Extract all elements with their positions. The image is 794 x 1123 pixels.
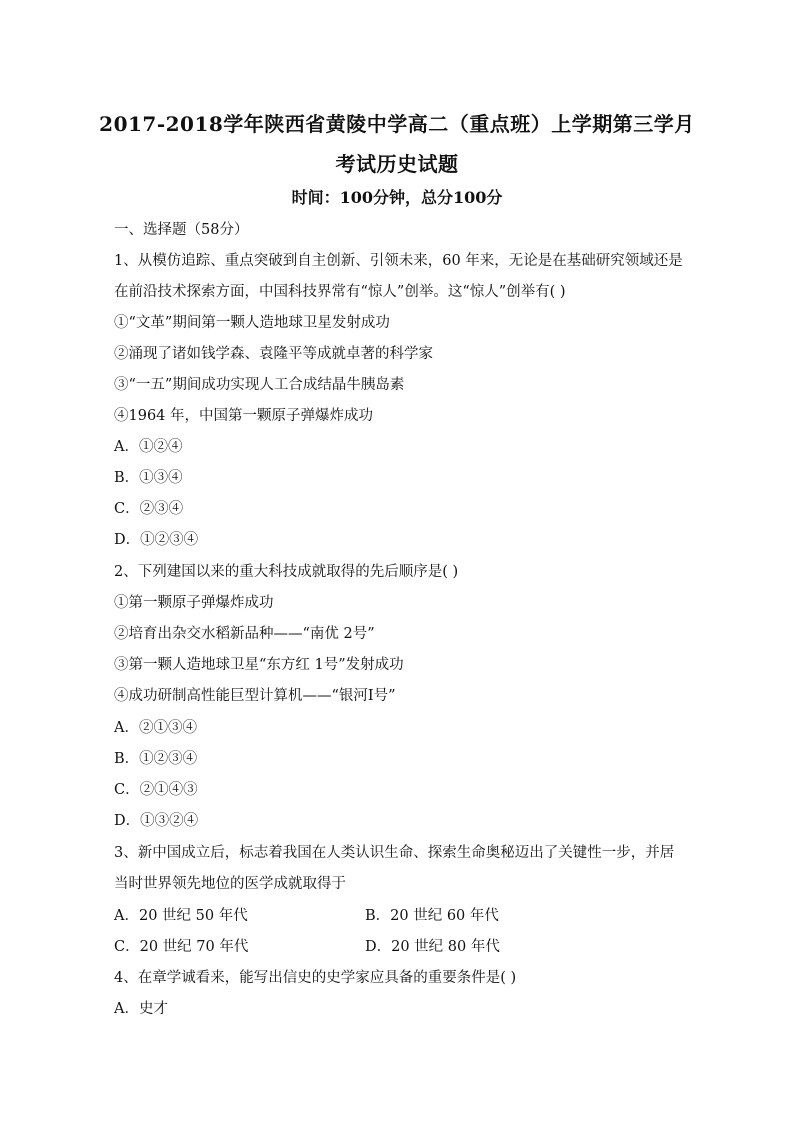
q1-item-1: ①“文革”期间第一颗人造地球卫星发射成功 — [114, 315, 390, 331]
q2-item-2: ②培育出杂交水稻新品种——“南优 2号” — [114, 626, 375, 642]
q3-option-c: C．20 世纪 70 年代 — [114, 939, 249, 955]
q2-option-a: A．②①③④ — [114, 720, 197, 736]
q2-option-b: B．①②③④ — [114, 751, 198, 767]
q3-option-d: D．20 世纪 80 年代 — [365, 939, 500, 955]
q1-option-a: A．①②④ — [114, 439, 183, 455]
exam-subtitle: 时间：100分钟，总分100分 — [291, 188, 503, 207]
q1-option-b: B．①③④ — [114, 470, 183, 486]
q2-item-1: ①第一颗原子弹爆炸成功 — [114, 595, 274, 611]
exam-title-line2: 考试历史试题 — [335, 152, 459, 176]
q1-item-2: ②涌现了诸如钱学森、袁隆平等成就卓著的科学家 — [114, 346, 433, 362]
q3-option-b: B．20 世纪 60 年代 — [365, 908, 499, 924]
q2-option-d: D．①③②④ — [114, 813, 199, 829]
q1-item-3: ③“一五”期间成功实现人工合成结晶牛胰岛素 — [114, 377, 405, 393]
q2-stem-line1: 2、下列建国以来的重大科技成就取得的先后顺序是( ) — [114, 564, 459, 580]
exam-title-line1: 2017-2018学年陕西省黄陵中学高二（重点班）上学期第三学月 — [99, 112, 695, 136]
q2-option-c: C．②①④③ — [114, 782, 198, 798]
q4-option-a: A．史才 — [114, 1001, 168, 1017]
q2-item-4: ④成功研制高性能巨型计算机——“银河Ⅰ号” — [114, 688, 396, 704]
q1-stem-line1: 1、从模仿追踪、重点突破到自主创新、引领未来，60 年来，无论是在基础研究领域还是 — [114, 253, 683, 269]
q1-stem-line2: 在前沿技术探索方面，中国科技界常有“惊人”创举。这“惊人”创举有( ) — [114, 284, 566, 300]
q1-item-4: ④1964 年，中国第一颗原子弹爆炸成功 — [114, 408, 374, 424]
q3-stem-line2: 当时世界领先地位的医学成就取得于 — [114, 876, 346, 892]
q1-option-d: D．①②③④ — [114, 532, 199, 548]
q1-option-c: C．②③④ — [114, 501, 184, 517]
section-heading: 一、选择题（58分） — [114, 222, 249, 238]
q4-stem-line1: 4、在章学诚看来，能写出信史的史学家应具备的重要条件是( ) — [114, 970, 517, 986]
q3-option-a: A．20 世纪 50 年代 — [114, 908, 248, 924]
q3-stem-line1: 3、新中国成立后，标志着我国在人类认识生命、探索生命奥秘迈出了关键性一步，并居 — [114, 845, 675, 861]
q2-item-3: ③第一颗人造地球卫星“东方红 1号”发射成功 — [114, 657, 404, 673]
